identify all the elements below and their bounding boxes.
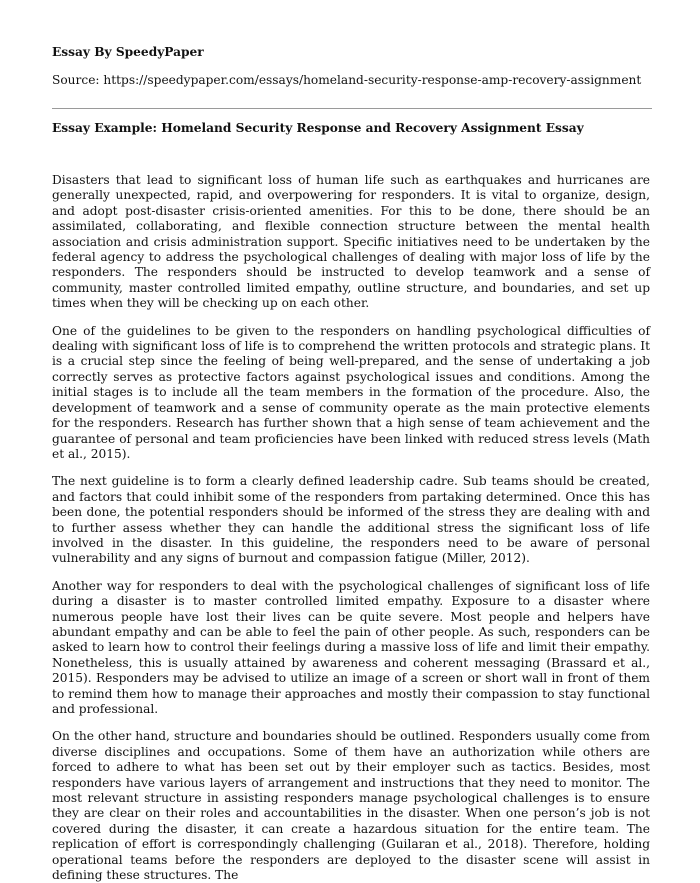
document-header-title: Essay By SpeedyPaper — [52, 45, 204, 59]
header-divider — [52, 108, 652, 109]
essay-title: Essay Example: Homeland Security Response and Recovery Assignment Essay — [52, 121, 584, 135]
essay-body — [52, 173, 650, 883]
essay-paragraph-2: One of the guidelines to be given to the responders on handling psychological difficulties of dealing with significant loss of life is to comprehend the written protocols and strategic plans. It is a crucial step since the feeling of being well-prepared, and the sense of undertaking a job correctly serves as protective factors against psychological issues and conditions. Among the initial stages is to include all the team members in the formation of the procedure. Also, the development of teamwork and a sense of community operate as the main protective elements for the responders. Research has further shown that a high sense of team achievement and the guarantee of personal and team proficiencies have been linked with reduced stress levels (Math et al., 2015). — [52, 323, 650, 461]
essay-paragraph-4: Another way for responders to deal with the psychological challenges of significant loss of life during a disaster is to master controlled limited empathy. Exposure to a disaster where numerous people have lost their lives can be quite severe. Most people and helpers have abundant empathy and can be able to feel the pain of other people. As such, responders can be asked to learn how to control their feelings during a massive loss of life and limit their empathy. Nonetheless, this is usually attained by awareness and coherent messaging (Brassard et al., 2015). Responders may be advised to utilize an image of a screen or short wall in front of them to remind them how to manage their approaches and mostly their compassion to stay functional and professional. — [52, 578, 650, 716]
essay-paragraph-3: The next guideline is to form a clearly defined leadership cadre. Sub teams should be created, and factors that could inhibit some of the responders from partaking determined. Once this has been done, the potential responders should be informed of the stress they are dealing with and to further assess whether they can handle the additional stress the significant loss of life involved in the disaster. In this guideline, the responders need to be aware of personal vulnerability and any signs of burnout and compassion fatigue (Miller, 2012). — [52, 474, 650, 566]
source-line: Source: https://speedypaper.com/essays/homeland-security-response-amp-recovery-assignment — [52, 73, 642, 87]
essay-paragraph-5: On the other hand, structure and boundaries should be outlined. Responders usually come from diverse disciplines and occupations. Some of them have an authorization while others are forced to adhere to what has been set out by their employer such as tactics. Besides, most responders have various layers of arrangement and instructions that they need to monitor. The most relevant structure in assisting responders manage psychological challenges is to ensure they are clear on their roles and accountabilities in the disaster. When one person’s job is not covered during the disaster, it can create a hazardous situation for the entire team. The replication of effort is correspondingly challenging (Guilaran et al., 2018). Therefore, holding operational teams before the responders are deployed to the disaster scene will assist in defining these structures. The — [52, 729, 650, 883]
essay-paragraph-1: Disasters that lead to significant loss of human life such as earthquakes and hurricanes are generally unexpected, rapid, and overpowering for responders. It is vital to organize, design, and adopt post-disaster crisis-oriented amenities. For this to be done, there should be an assimilated, collaborating, and flexible connection structure between the mental health association and crisis administration support. Specific initiatives need to be undertaken by the federal agency to address the psychological challenges of dealing with major loss of life by the responders. The responders should be instructed to develop teamwork and a sense of community, master controlled limited empathy, outline structure, and boundaries, and set up times when they will be checking up on each other. — [52, 173, 650, 311]
